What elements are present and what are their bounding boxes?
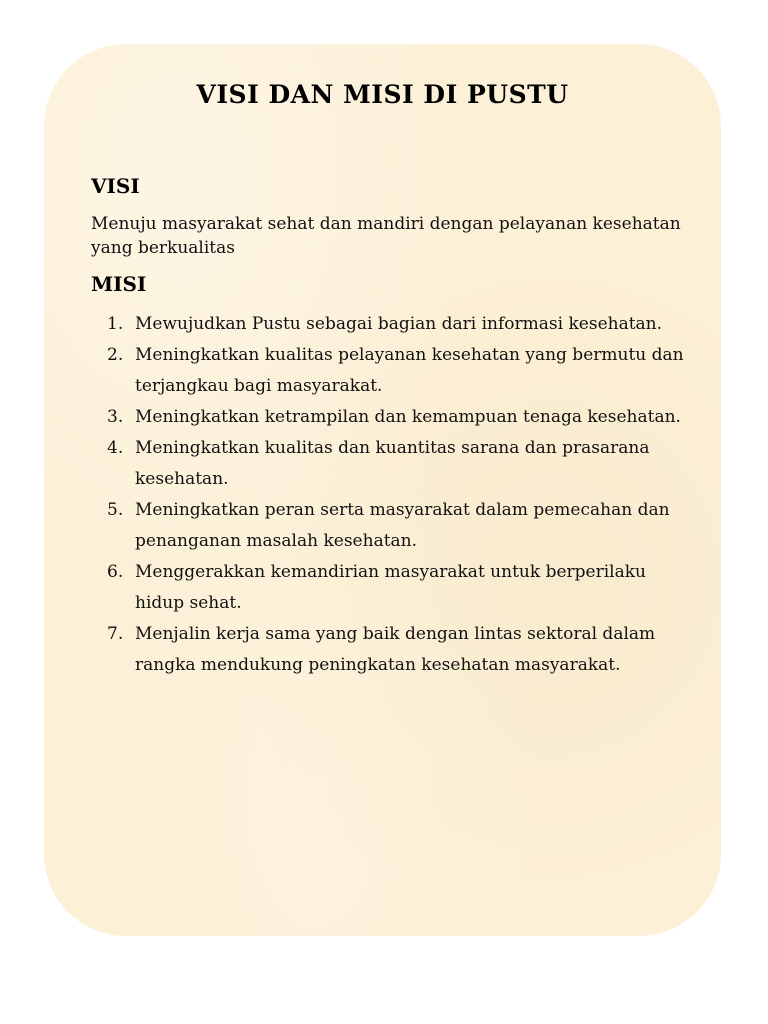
misi-heading: MISI [91,272,147,296]
list-item-text: Meningkatkan peran serta masyarakat dalam pemecahan dan penanganan masalah kesehatan. [135,500,670,551]
visi-text: Menuju masyarakat sehat dan mandiri dengan pelayanan kesehatan yang berkualitas [91,214,681,258]
list-item [91,402,691,433]
list-item [91,557,691,619]
visi-heading: VISI [91,174,140,198]
list-item-text: Meningkatkan kualitas pelayanan kesehatan yang bermutu dan terjangkau bagi masyarakat. [135,345,684,396]
list-item-text: Meningkatkan ketrampilan dan kemampuan tenaga kesehatan. [135,407,681,427]
list-item [91,495,691,557]
list-item [91,309,691,340]
list-item [91,340,691,402]
list-item-number: 1. [107,314,124,334]
list-item-text: Menggerakkan kemandirian masyarakat untuk berperilaku hidup sehat. [135,562,646,613]
list-item-number: 4. [107,438,124,458]
list-item [91,433,691,495]
list-item-number: 3. [107,407,124,427]
list-item-number: 7. [107,624,124,644]
list-item-text: Menjalin kerja sama yang baik dengan lintas sektoral dalam rangka mendukung peningkatan kesehatan masyarakat. [135,624,656,675]
misi-list [91,309,691,681]
list-item-text: Meningkatkan kualitas dan kuantitas sarana dan prasarana kesehatan. [135,438,650,489]
page-title: VISI DAN MISI DI PUSTU [196,80,569,109]
list-item-number: 5. [107,500,124,520]
list-item-number: 2. [107,345,124,365]
list-item-number: 6. [107,562,124,582]
list-item [91,619,691,681]
list-item-text: Mewujudkan Pustu sebagai bagian dari informasi kesehatan. [135,314,663,334]
